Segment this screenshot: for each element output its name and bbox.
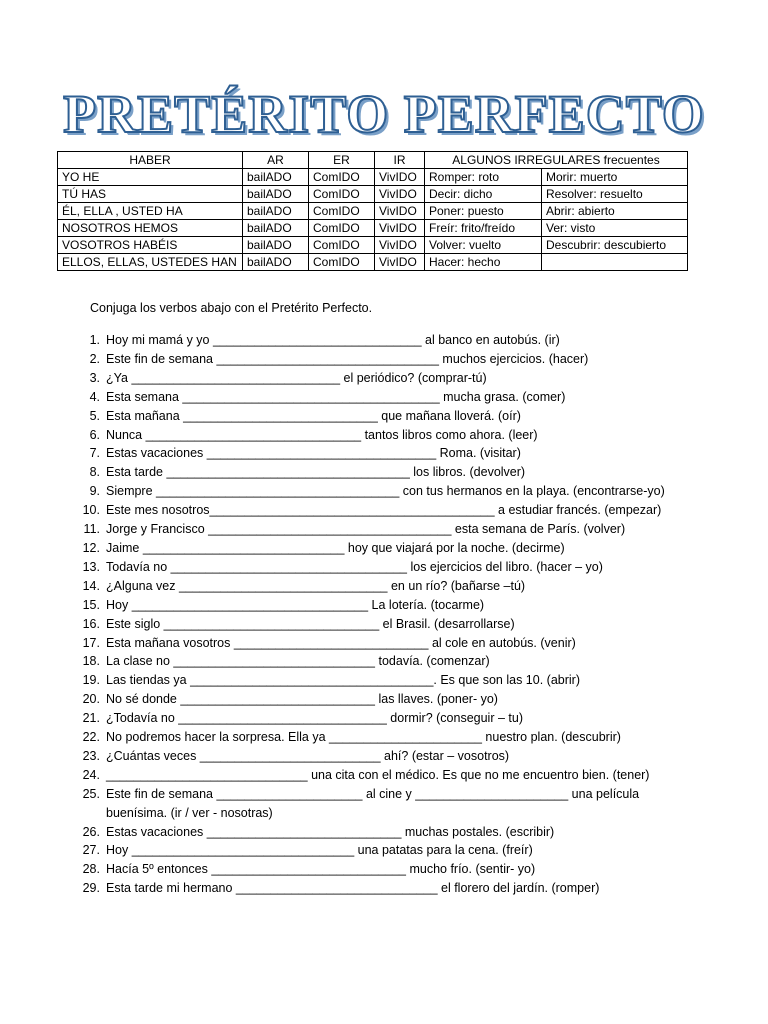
exercise-text: Este mes nosotros_________________________________________ a estudiar francés. (empezar) [106, 503, 662, 518]
table-header-row [58, 152, 688, 169]
table-cell: VivIDO [375, 186, 425, 203]
exercise-text: ¿Alguna vez ______________________________ en un río? (bañarse –tú) [106, 578, 526, 593]
exercise-item [0, 766, 768, 785]
table-cell: VivIDO [375, 220, 425, 237]
table-cell: VivIDO [375, 237, 425, 254]
table-row [58, 186, 688, 203]
exercise-list [0, 331, 768, 898]
exercise-text: La clase no _____________________________ todavía. (comenzar) [106, 654, 490, 669]
exercise-text: Jorge y Francisco ___________________________________ esta semana de París. (volver) [106, 522, 626, 537]
exercise-number: 6. [89, 427, 100, 442]
table-cell: Morir: muerto [542, 169, 688, 186]
exercise-text: Esta tarde mi hermano _____________________________ el florero del jardín. (romper) [106, 881, 600, 896]
table-cell: Romper: roto [425, 169, 542, 186]
exercise-item [0, 369, 768, 388]
header-irregulares: ALGUNOS IRREGULARES frecuentes [425, 152, 688, 169]
exercise-number: 12. [82, 540, 100, 555]
exercise-number: 20. [82, 692, 100, 707]
exercise-number: 28. [82, 862, 100, 877]
table-row [58, 237, 688, 254]
exercise-item [0, 577, 768, 596]
exercise-item [0, 841, 768, 860]
exercise-text: Este fin de semana ________________________________ muchos ejercicios. (hacer) [106, 351, 589, 366]
table-cell: VivIDO [375, 203, 425, 220]
exercise-number: 9. [89, 484, 100, 499]
table-cell: ComIDO [309, 186, 375, 203]
table-cell: VOSOTROS HABÉIS [58, 237, 243, 254]
table-cell: Decir: dicho [425, 186, 542, 203]
exercise-number: 11. [83, 522, 100, 537]
exercise-text: ¿Todavía no ______________________________ dormir? (conseguir – tu) [106, 711, 523, 726]
exercise-number: 1. [89, 333, 100, 347]
exercise-item [0, 690, 768, 709]
exercise-text: Estas vacaciones _________________________________ Roma. (visitar) [106, 446, 521, 461]
table-cell: TÚ HAS [58, 186, 243, 203]
page-title: PRETÉRITO PERFECTO [63, 84, 705, 144]
exercise-number: 2. [89, 351, 100, 366]
exercise-item [0, 501, 768, 520]
exercise-item [0, 388, 768, 407]
exercise-text: Hoy ________________________________ una patatas para la cena. (freír) [106, 843, 533, 858]
exercise-item [0, 615, 768, 634]
exercise-item [0, 444, 768, 463]
exercise-text: Hoy mi mamá y yo ______________________________ al banco en autobús. (ir) [106, 333, 560, 347]
exercise-text: Hacía 5º entonces ____________________________ mucho frío. (sentir- yo) [106, 862, 536, 877]
table-row [58, 220, 688, 237]
table-row [58, 254, 688, 271]
exercise-number: 22. [82, 730, 100, 745]
exercise-text: Esta semana _____________________________________ mucha grasa. (comer) [106, 389, 566, 404]
exercise-number: 3. [89, 370, 100, 385]
table-cell: NOSOTROS HEMOS [58, 220, 243, 237]
exercise-text: Las tiendas ya ___________________________________. Es que son las 10. (abrir) [106, 673, 580, 688]
table-cell: ComIDO [309, 220, 375, 237]
exercise-item [0, 463, 768, 482]
exercise-number: 26. [82, 824, 100, 839]
exercise-text: Esta tarde ___________________________________ los libros. (devolver) [106, 465, 526, 480]
table-cell: Volver: vuelto [425, 237, 542, 254]
exercise-text: Hoy __________________________________ La lotería. (tocarme) [106, 597, 485, 612]
exercise-number: 24. [82, 767, 100, 782]
exercise-text: Este fin de semana _____________________ al cine y ______________________ una película buenísima. (ir / ver - nosotras) [106, 786, 643, 820]
table-cell: Descubrir: descubierto [542, 237, 688, 254]
exercise-number: 14. [82, 578, 100, 593]
exercise-text: _____________________________ una cita con el médico. Es que no me encuentro bien. (tener) [106, 767, 650, 782]
exercise-item [0, 785, 768, 823]
exercise-item [0, 728, 768, 747]
exercise-number: 29. [82, 881, 100, 896]
exercise-item [0, 350, 768, 369]
exercise-number: 23. [82, 748, 100, 763]
exercise-item [0, 482, 768, 501]
table-row [58, 203, 688, 220]
exercise-number: 15. [82, 597, 100, 612]
exercise-number: 18. [82, 654, 100, 669]
exercise-text: Esta mañana vosotros ____________________________ al cole en autobús. (venir) [106, 635, 576, 650]
exercise-item [0, 407, 768, 426]
table-cell: Resolver: resuelto [542, 186, 688, 203]
table-cell: Ver: visto [542, 220, 688, 237]
exercise-text: Nunca _______________________________ tantos libros como ahora. (leer) [106, 427, 538, 442]
table-cell: ComIDO [309, 169, 375, 186]
exercise-text: Este siglo _______________________________ el Brasil. (desarrollarse) [106, 616, 515, 631]
exercise-item [0, 747, 768, 766]
exercise-number: 13. [82, 559, 100, 574]
table-cell: VivIDO [375, 254, 425, 271]
exercise-number: 16. [82, 616, 100, 631]
table-cell: VivIDO [375, 169, 425, 186]
table-cell: Freír: frito/freído [425, 220, 542, 237]
exercise-item [0, 860, 768, 879]
instructions: Conjuga los verbos abajo con el Pretérito Perfecto. [90, 301, 373, 315]
exercise-text: No sé donde ____________________________ las llaves. (poner- yo) [106, 692, 498, 707]
exercise-item [0, 879, 768, 898]
exercise-text: Esta mañana ____________________________ que mañana lloverá. (oír) [106, 408, 521, 423]
header-er: ER [309, 152, 375, 169]
exercise-text: Estas vacaciones ____________________________ muchas postales. (escribir) [106, 824, 555, 839]
exercise-item [0, 426, 768, 445]
exercise-text: No podremos hacer la sorpresa. Ella ya ______________________ nuestro plan. (descubrir) [106, 730, 621, 745]
exercise-number: 27. [82, 843, 100, 858]
exercise-item [0, 539, 768, 558]
table-cell: bailADO [243, 203, 309, 220]
exercise-text: ¿Ya ______________________________ el periódico? (comprar-tú) [106, 370, 487, 385]
exercise-number: 8. [89, 465, 100, 480]
exercise-item [0, 671, 768, 690]
exercise-item [0, 558, 768, 577]
exercise-number: 21. [82, 711, 100, 726]
conjugation-table [57, 151, 688, 271]
table-body [58, 169, 688, 271]
exercise-number: 7. [89, 446, 100, 461]
table-cell: ComIDO [309, 237, 375, 254]
exercise-text: Todavía no __________________________________ los ejercicios del libro. (hacer – yo) [106, 559, 603, 574]
header-ir: IR [375, 152, 425, 169]
table-cell: ComIDO [309, 254, 375, 271]
exercise-item [0, 596, 768, 615]
exercise-number: 19. [82, 673, 100, 688]
exercise-item [0, 520, 768, 539]
exercise-item [0, 709, 768, 728]
table-cell: ComIDO [309, 203, 375, 220]
exercise-number: 4. [89, 389, 100, 404]
exercise-item [0, 634, 768, 653]
table-cell: YO HE [58, 169, 243, 186]
table-cell: bailADO [243, 237, 309, 254]
header-ar: AR [243, 152, 309, 169]
exercise-text: Siempre ___________________________________ con tus hermanos en la playa. (encontrarse-yo) [106, 484, 665, 499]
exercise-text: Jaime _____________________________ hoy que viajará por la noche. (decirme) [106, 540, 565, 555]
table-cell: Abrir: abierto [542, 203, 688, 220]
exercise-item [0, 823, 768, 842]
exercise-number: 5. [89, 408, 100, 423]
header-haber: HABER [58, 152, 243, 169]
exercise-item [0, 652, 768, 671]
table-cell: bailADO [243, 254, 309, 271]
exercise-number: 17. [82, 635, 100, 650]
exercise-number: 10. [82, 503, 100, 518]
exercise-number: 25. [82, 786, 100, 801]
table-cell: bailADO [243, 220, 309, 237]
table-row [58, 169, 688, 186]
table-cell: bailADO [243, 169, 309, 186]
table-cell: Poner: puesto [425, 203, 542, 220]
table-cell [542, 254, 688, 271]
table-cell: bailADO [243, 186, 309, 203]
table-cell: ÉL, ELLA , USTED HA [58, 203, 243, 220]
table-cell: Hacer: hecho [425, 254, 542, 271]
table-cell: ELLOS, ELLAS, USTEDES HAN [58, 254, 243, 271]
exercise-text: ¿Cuántas veces __________________________ ahí? (estar – vosotros) [106, 748, 510, 763]
exercise-item [0, 331, 768, 350]
